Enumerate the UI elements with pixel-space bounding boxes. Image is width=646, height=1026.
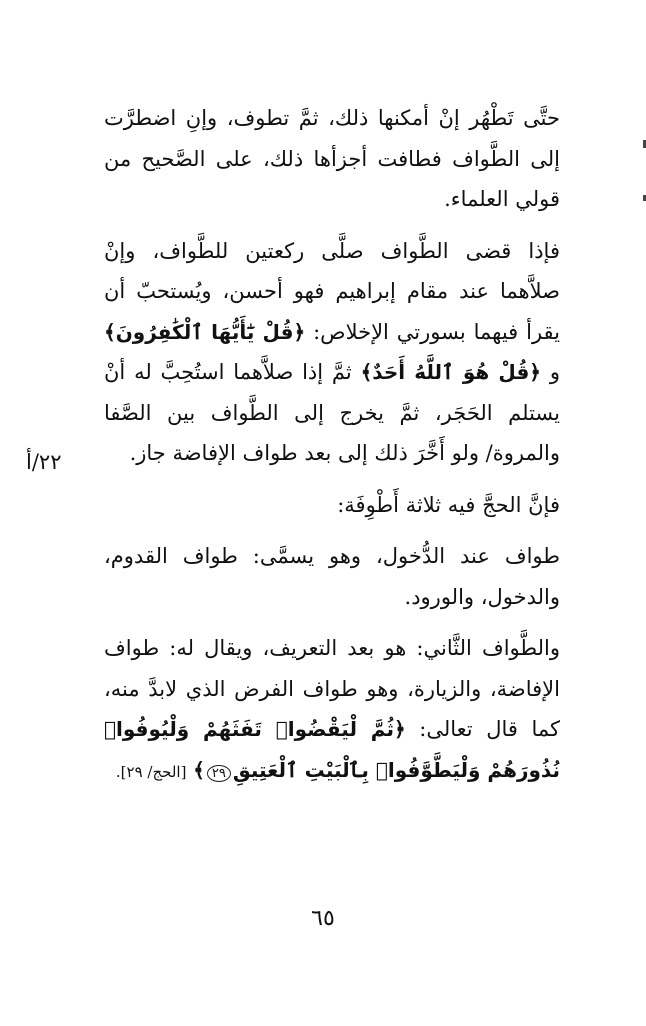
conjunction: و	[549, 360, 560, 384]
paragraph-three-tawafs	[104, 485, 560, 526]
main-text	[104, 98, 560, 794]
manuscript-folio-note: ٢٢/أ	[26, 450, 62, 474]
quran-surah-ikhlas: ﴿قُلْ هُوَ ٱللَّهُ أَحَدٌ﴾	[360, 360, 542, 384]
paragraph-tawaf-condition	[104, 98, 560, 220]
paragraph-text: حتَّى تَطْهُر إنْ أمكنها ذلك، ثمَّ تطوف، وإنِ اضطرَّت إلى الطَّواف فطافت أجزأها ذلك، على الصَّحيح من قولي العلماء.	[104, 106, 560, 211]
page-number: ٦٥	[311, 906, 335, 931]
paragraph-two-rakahs	[104, 231, 560, 474]
quran-close-bracket: ﴾	[193, 757, 205, 782]
paragraph-text: والطَّواف الثَّاني: هو بعد التعريف، ويقال له: طواف الإفاضة، والزيارة، وهو طواف الفرض الذي لابدَّ منه، كما قال تعالى:	[104, 636, 560, 741]
paragraph-tawaf-ifada	[104, 628, 560, 794]
quran-surah-kafirun: ﴿قُلْ يَٰٓأَيُّهَا ٱلْكَٰفِرُونَ﴾	[104, 319, 306, 344]
paragraph-text: فإنَّ الحجَّ فيه ثلاثة أَطْوِفَة:	[337, 492, 560, 517]
quran-verse-hajj-29: ﴿ثُمَّ لْيَقْضُوا۟ تَفَثَهُمْ وَلْيُوفُوا۟ نُذُورَهُمْ وَلْيَطَّوَّفُوا۟ بِٱلْبَيْتِ ٱلْعَتِيقِ	[104, 717, 560, 782]
verse-reference: [الحج/ ٢٩].	[115, 762, 187, 781]
paragraph-text: فإذا قضى الطَّواف صلَّى ركعتين للطَّواف، وإنْ صلاَّهما عند مقام إبراهيم فهو أحسن، ويُستحبّ أن يقرأ فيهما بسورتي الإخلاص:	[104, 238, 560, 344]
paragraph-text: طواف عند الدُّخول، وهو يسمَّى: طواف القدوم، والدخول، والورود.	[104, 544, 560, 609]
paragraph-tawaf-qudum	[104, 536, 560, 617]
verse-number-marker: ٢٩	[207, 765, 231, 782]
paragraph-text-continued: ثمَّ إذا صلاَّهما استُحِبَّ له أنْ يستلم الحَجَر، ثمَّ يخرج إلى الطَّواف بين الصَّفا والمروة/ ولو أَخَّرَ ذلك إلى بعد طواف الإفاضة جاز.	[104, 360, 560, 465]
